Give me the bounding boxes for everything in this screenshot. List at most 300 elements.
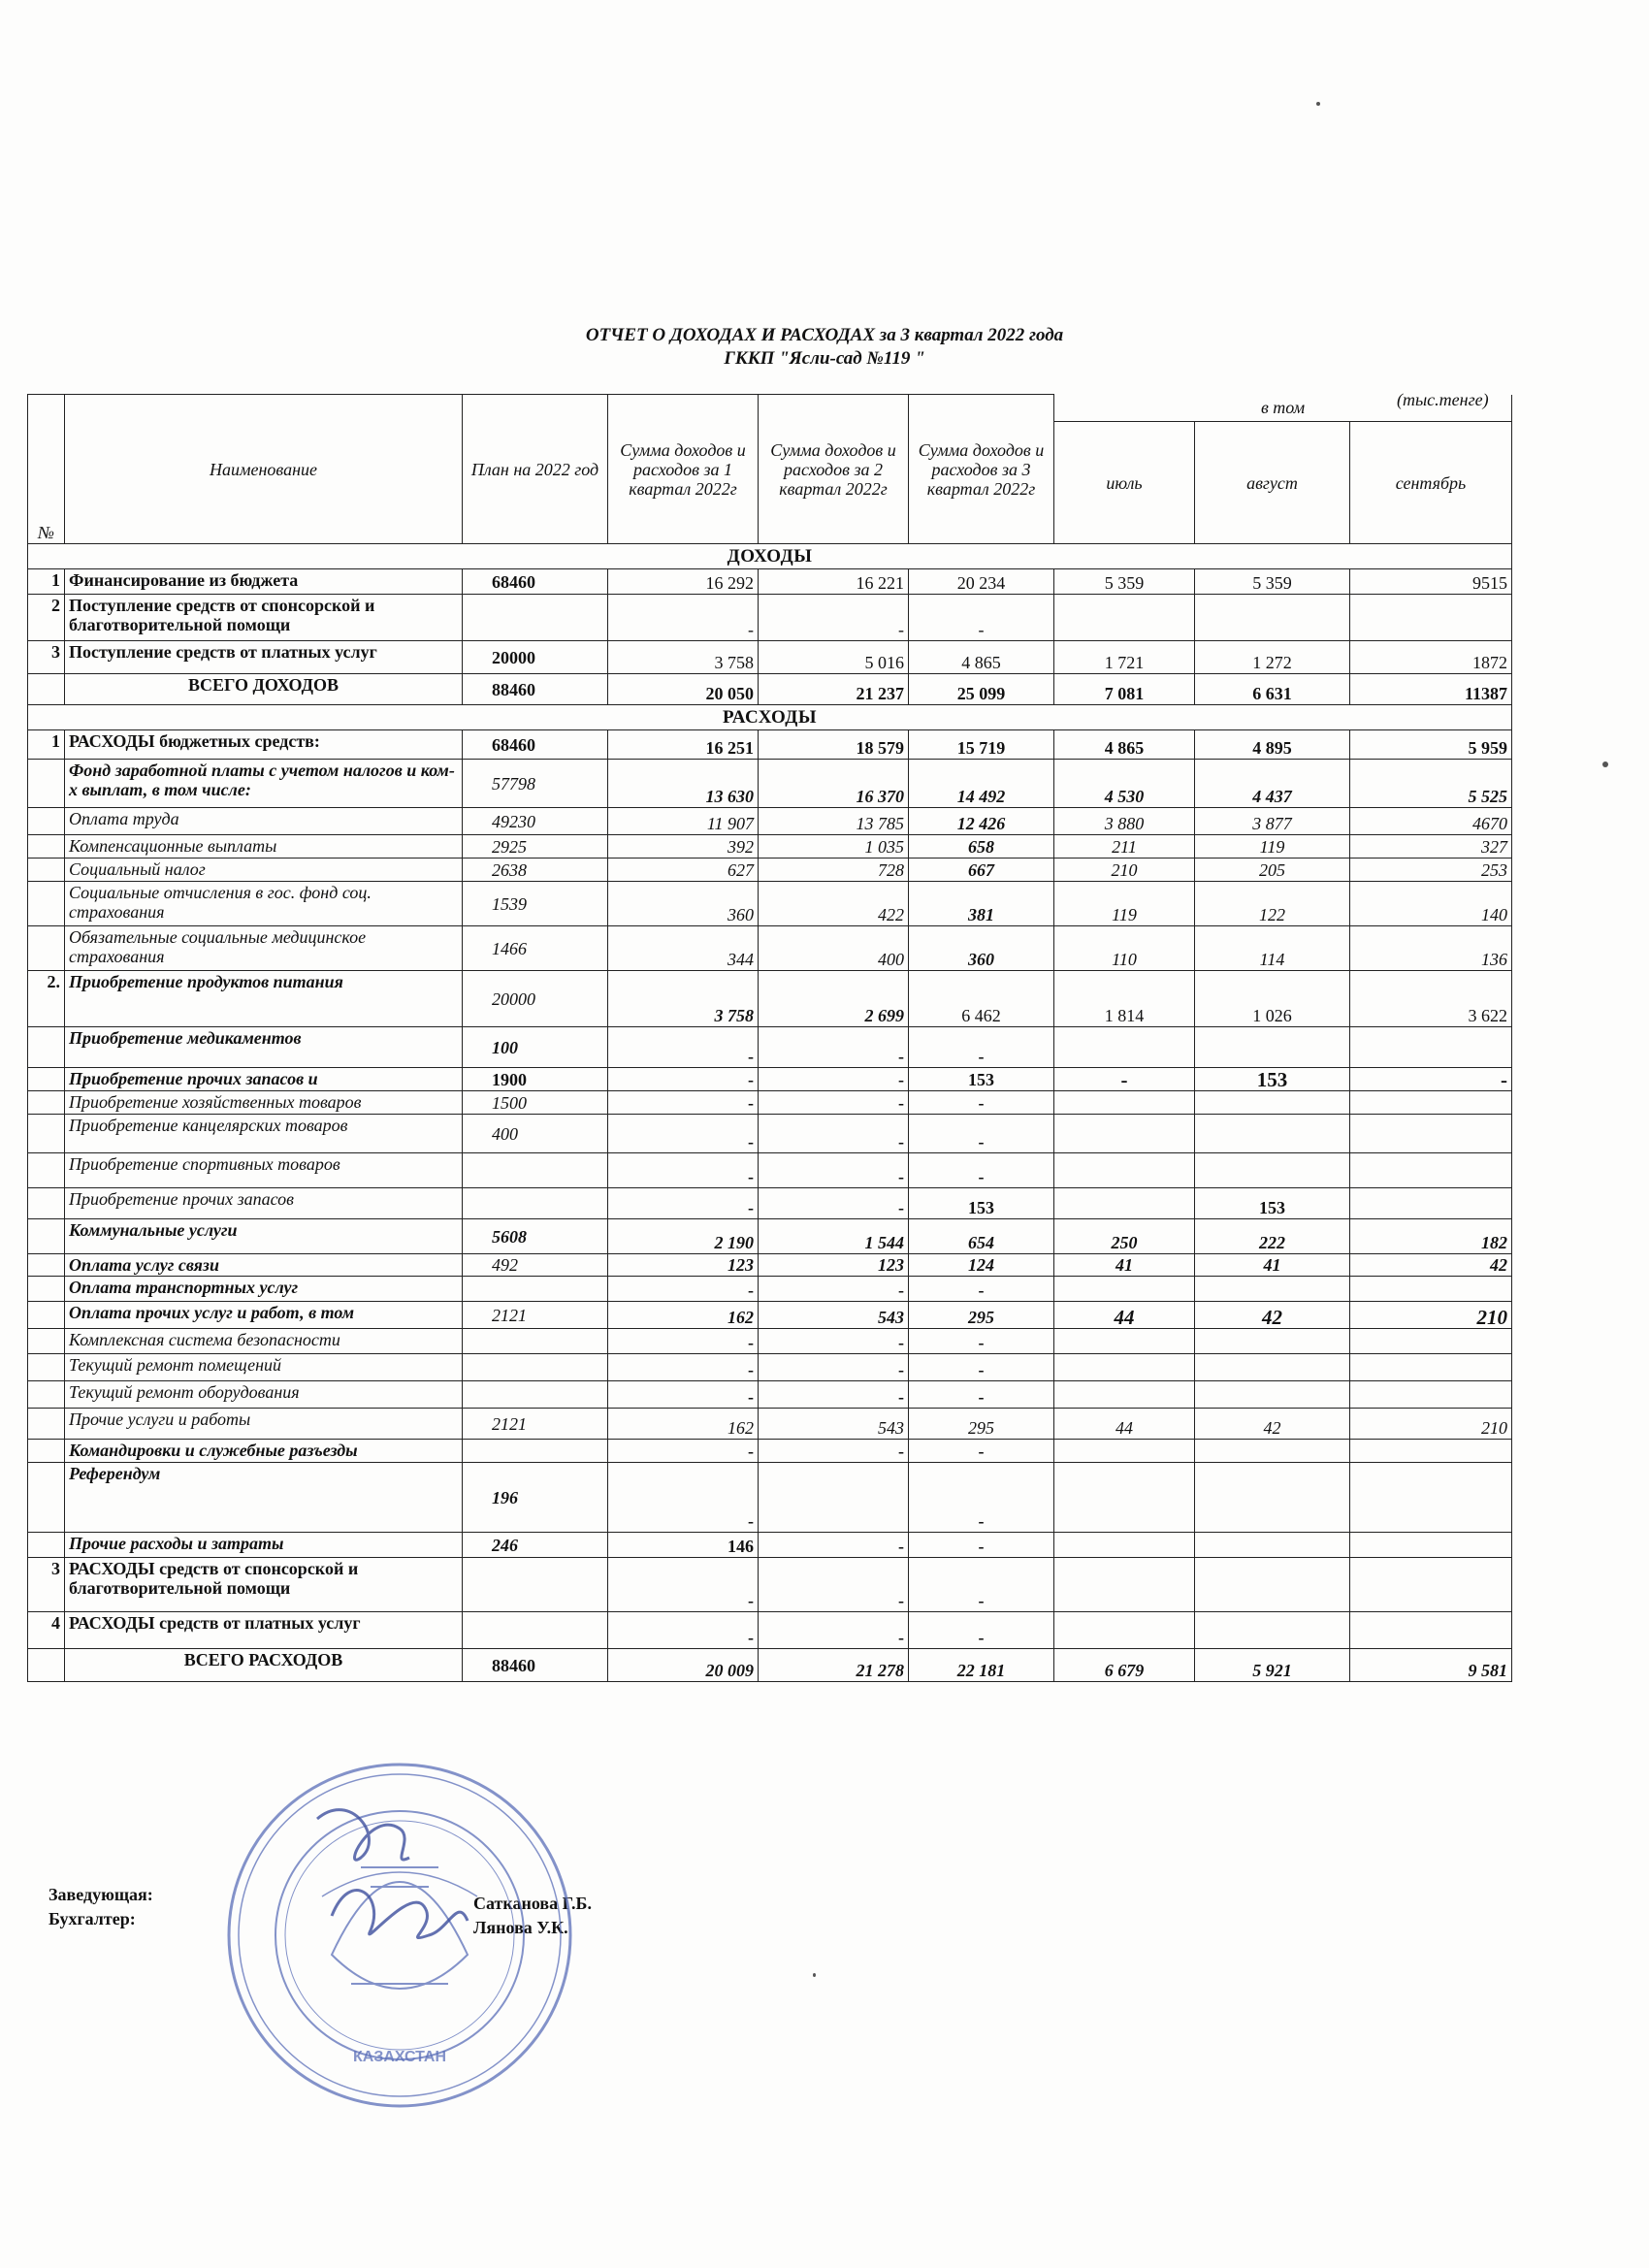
row-number: [28, 1277, 65, 1302]
row-name: Поступление средств от спонсорской и благотворительной помощи: [65, 595, 463, 641]
cell-sep: [1350, 1277, 1512, 1302]
expense-row: [28, 1440, 1512, 1463]
cell-q2: -: [759, 1091, 909, 1115]
cell-q2: -: [759, 1440, 909, 1463]
row-name: Приобретение медикаментов: [65, 1027, 463, 1068]
cell-q3: 6 462: [909, 971, 1054, 1027]
cell-q3: 667: [909, 859, 1054, 882]
cell-jul: [1054, 1277, 1195, 1302]
cell-aug: 153: [1195, 1068, 1350, 1091]
row-number: [28, 674, 65, 705]
row-number: [28, 1440, 65, 1463]
cell-sep: -: [1350, 1068, 1512, 1091]
cell-q2: -: [759, 1354, 909, 1381]
cell-jul: [1054, 1329, 1195, 1354]
cell-q1: 16 251: [608, 730, 759, 760]
income-row: [28, 674, 1512, 705]
cell-sep: 42: [1350, 1254, 1512, 1277]
row-name: Оплата транспортных услуг: [65, 1277, 463, 1302]
cell-q1: 16 292: [608, 569, 759, 595]
cell-q1: 360: [608, 882, 759, 926]
expense-row: [28, 1612, 1512, 1649]
cell-aug: 119: [1195, 835, 1350, 859]
cell-sep: [1350, 1115, 1512, 1153]
row-name: РАСХОДЫ средств от спонсорской и благотворительной помощи: [65, 1558, 463, 1612]
section-expenses: РАСХОДЫ: [28, 705, 1512, 730]
cell-q3: -: [909, 1463, 1054, 1533]
cell-plan: 2638: [463, 859, 608, 882]
cell-plan: 246: [463, 1533, 608, 1558]
report-title: ОТЧЕТ О ДОХОДАХ И РАСХОДАХ за 3 квартал 2022 года: [585, 325, 1064, 345]
cell-aug: [1195, 1533, 1350, 1558]
cell-aug: 3 877: [1195, 808, 1350, 835]
row-name: Обязательные социальные медицинское страхования: [65, 926, 463, 971]
cell-aug: [1195, 1463, 1350, 1533]
expense-row: [28, 1027, 1512, 1068]
cell-sep: [1350, 1188, 1512, 1219]
cell-plan: 20000: [463, 971, 608, 1027]
cell-q3: -: [909, 1381, 1054, 1409]
expense-row: [28, 1381, 1512, 1409]
expense-row: [28, 926, 1512, 971]
cell-q3: 381: [909, 882, 1054, 926]
cell-jul: 44: [1054, 1302, 1195, 1329]
cell-plan: 68460: [463, 569, 608, 595]
row-number: [28, 1354, 65, 1381]
row-number: [28, 1409, 65, 1440]
expense-body: [28, 705, 1512, 1682]
cell-jul: [1054, 1027, 1195, 1068]
cell-aug: [1195, 1354, 1350, 1381]
cell-sep: 210: [1350, 1409, 1512, 1440]
expense-row: [28, 1463, 1512, 1533]
cell-aug: 6 631: [1195, 674, 1350, 705]
cell-sep: 4670: [1350, 808, 1512, 835]
head-label: Заведующая:: [48, 1885, 153, 1904]
official-stamp: [215, 1751, 584, 2120]
cell-sep: 9515: [1350, 569, 1512, 595]
cell-jul: 110: [1054, 926, 1195, 971]
cell-q3: -: [909, 1533, 1054, 1558]
expense-row: [28, 1409, 1512, 1440]
row-number: [28, 1381, 65, 1409]
row-number: [28, 1329, 65, 1354]
row-name: Оплата услуг связи: [65, 1254, 463, 1277]
cell-q2: 1 035: [759, 835, 909, 859]
row-number: [28, 1068, 65, 1091]
cell-jul: [1054, 1533, 1195, 1558]
row-name: Социальный налог: [65, 859, 463, 882]
cell-q1: -: [608, 1381, 759, 1409]
cell-q1: -: [608, 1068, 759, 1091]
cell-sep: [1350, 1381, 1512, 1409]
cell-plan: [463, 1153, 608, 1188]
cell-q2: 16 221: [759, 569, 909, 595]
cell-q3: 295: [909, 1409, 1054, 1440]
cell-sep: 5 959: [1350, 730, 1512, 760]
cell-jul: [1054, 1381, 1195, 1409]
cell-aug: 4 437: [1195, 760, 1350, 808]
cell-q3: -: [909, 1440, 1054, 1463]
cell-plan: [463, 1329, 608, 1354]
cell-jul: [1054, 595, 1195, 641]
cell-q3: -: [909, 1277, 1054, 1302]
row-name: Оплата прочих услуг и работ, в том: [65, 1302, 463, 1329]
row-name: Приобретение прочих запасов: [65, 1188, 463, 1219]
cell-jul: 250: [1054, 1219, 1195, 1254]
expense-row: [28, 1649, 1512, 1682]
cell-q1: -: [608, 595, 759, 641]
row-number: [28, 1091, 65, 1115]
cell-q2: 728: [759, 859, 909, 882]
row-name: Приобретение прочих запасов и: [65, 1068, 463, 1091]
col-plan: План на 2022 год: [463, 395, 608, 544]
cell-q3: -: [909, 1612, 1054, 1649]
cell-plan: 88460: [463, 1649, 608, 1682]
row-number: [28, 1463, 65, 1533]
cell-q3: -: [909, 1354, 1054, 1381]
cell-q3: -: [909, 1153, 1054, 1188]
stamp-country: КАЗАХСТАН: [353, 2049, 446, 2065]
cell-jul: [1054, 1463, 1195, 1533]
row-number: [28, 1533, 65, 1558]
cell-q1: -: [608, 1463, 759, 1533]
cell-sep: 253: [1350, 859, 1512, 882]
cell-plan: [463, 1381, 608, 1409]
expense-row: [28, 1558, 1512, 1612]
cell-aug: [1195, 1381, 1350, 1409]
cell-jul: [1054, 1091, 1195, 1115]
cell-sep: [1350, 1329, 1512, 1354]
cell-aug: [1195, 1277, 1350, 1302]
cell-q2: 422: [759, 882, 909, 926]
cell-q2: 1 544: [759, 1219, 909, 1254]
cell-q3: 14 492: [909, 760, 1054, 808]
expense-row: [28, 1068, 1512, 1091]
cell-q2: 18 579: [759, 730, 909, 760]
cell-plan: [463, 1188, 608, 1219]
cell-jul: 41: [1054, 1254, 1195, 1277]
cell-q1: 3 758: [608, 641, 759, 674]
col-sep: сентябрь: [1350, 422, 1512, 544]
expense-row: [28, 760, 1512, 808]
cell-q3: 15 719: [909, 730, 1054, 760]
section-income: ДОХОДЫ: [28, 544, 1512, 569]
cell-sep: 140: [1350, 882, 1512, 926]
expense-row: [28, 1091, 1512, 1115]
cell-plan: 57798: [463, 760, 608, 808]
expense-row: [28, 1354, 1512, 1381]
row-number: [28, 1115, 65, 1153]
cell-plan: 1539: [463, 882, 608, 926]
cell-q1: -: [608, 1558, 759, 1612]
cell-jul: [1054, 1558, 1195, 1612]
cell-q2: 2 699: [759, 971, 909, 1027]
row-number: [28, 835, 65, 859]
cell-q2: -: [759, 1068, 909, 1091]
cell-sep: [1350, 1533, 1512, 1558]
row-name: Оплата труда: [65, 808, 463, 835]
row-number: 3: [28, 641, 65, 674]
accountant-name: Лянова У.К.: [473, 1918, 568, 1937]
cell-sep: [1350, 1091, 1512, 1115]
cell-q1: 11 907: [608, 808, 759, 835]
cell-sep: 9 581: [1350, 1649, 1512, 1682]
cell-jul: 6 679: [1054, 1649, 1195, 1682]
cell-q1: 2 190: [608, 1219, 759, 1254]
row-name: Комплексная система безопасности: [65, 1329, 463, 1354]
cell-q1: 627: [608, 859, 759, 882]
cell-aug: 122: [1195, 882, 1350, 926]
cell-aug: 1 026: [1195, 971, 1350, 1027]
cell-plan: 2121: [463, 1409, 608, 1440]
cell-q3: 4 865: [909, 641, 1054, 674]
row-name: Приобретение канцелярских товаров: [65, 1115, 463, 1153]
cell-q3: 124: [909, 1254, 1054, 1277]
cell-q2: -: [759, 595, 909, 641]
row-number: 2: [28, 595, 65, 641]
report-table: [27, 394, 1512, 1682]
cell-q1: -: [608, 1188, 759, 1219]
cell-jul: 210: [1054, 859, 1195, 882]
cell-q1: 20 050: [608, 674, 759, 705]
row-number: [28, 1254, 65, 1277]
expense-row: [28, 1219, 1512, 1254]
cell-q1: -: [608, 1027, 759, 1068]
cell-q3: 153: [909, 1188, 1054, 1219]
cell-jul: 5 359: [1054, 569, 1195, 595]
cell-aug: [1195, 1115, 1350, 1153]
expense-row: [28, 1254, 1512, 1277]
cell-aug: 153: [1195, 1188, 1350, 1219]
cell-q1: -: [608, 1354, 759, 1381]
cell-aug: 5 921: [1195, 1649, 1350, 1682]
cell-q2: 543: [759, 1409, 909, 1440]
cell-sep: [1350, 1440, 1512, 1463]
row-number: [28, 859, 65, 882]
cell-q3: -: [909, 1329, 1054, 1354]
income-row: [28, 569, 1512, 595]
col-aug: август: [1195, 422, 1350, 544]
cell-plan: 1466: [463, 926, 608, 971]
cell-aug: [1195, 1153, 1350, 1188]
row-name: ВСЕГО РАСХОДОВ: [65, 1649, 463, 1682]
cell-aug: 4 895: [1195, 730, 1350, 760]
cell-jul: [1054, 1188, 1195, 1219]
cell-jul: 7 081: [1054, 674, 1195, 705]
cell-aug: [1195, 1558, 1350, 1612]
row-number: [28, 1302, 65, 1329]
row-number: [28, 1153, 65, 1188]
expense-row: [28, 1533, 1512, 1558]
cell-jul: 211: [1054, 835, 1195, 859]
cell-aug: 42: [1195, 1302, 1350, 1329]
scan-speck: [1602, 761, 1608, 767]
row-name: РАСХОДЫ средств от платных услуг: [65, 1612, 463, 1649]
cell-q2: -: [759, 1533, 909, 1558]
cell-q2: [759, 1463, 909, 1533]
cell-sep: 210: [1350, 1302, 1512, 1329]
cell-aug: [1195, 1091, 1350, 1115]
cell-jul: -: [1054, 1068, 1195, 1091]
cell-sep: 11387: [1350, 674, 1512, 705]
cell-sep: 5 525: [1350, 760, 1512, 808]
cell-sep: 136: [1350, 926, 1512, 971]
cell-sep: [1350, 595, 1512, 641]
cell-sep: 3 622: [1350, 971, 1512, 1027]
income-body: [28, 544, 1512, 705]
cell-q3: 12 426: [909, 808, 1054, 835]
row-name: Референдум: [65, 1463, 463, 1533]
cell-aug: [1195, 1027, 1350, 1068]
cell-plan: 68460: [463, 730, 608, 760]
cell-q1: 392: [608, 835, 759, 859]
cell-q2: -: [759, 1612, 909, 1649]
cell-plan: 20000: [463, 641, 608, 674]
cell-plan: 2925: [463, 835, 608, 859]
cell-sep: 327: [1350, 835, 1512, 859]
row-name: Приобретение хозяйственных товаров: [65, 1091, 463, 1115]
cell-plan: [463, 1354, 608, 1381]
cell-aug: 114: [1195, 926, 1350, 971]
cell-sep: [1350, 1354, 1512, 1381]
cell-aug: [1195, 1440, 1350, 1463]
cell-aug: 42: [1195, 1409, 1350, 1440]
cell-q3: 20 234: [909, 569, 1054, 595]
row-number: [28, 1219, 65, 1254]
cell-q1: 20 009: [608, 1649, 759, 1682]
cell-q3: -: [909, 1558, 1054, 1612]
cell-plan: [463, 595, 608, 641]
row-number: [28, 926, 65, 971]
cell-q2: -: [759, 1277, 909, 1302]
cell-q2: 543: [759, 1302, 909, 1329]
cell-plan: 196: [463, 1463, 608, 1533]
row-name: РАСХОДЫ бюджетных средств:: [65, 730, 463, 760]
accountant-label: Бухгалтер:: [48, 1909, 136, 1928]
cell-q1: -: [608, 1440, 759, 1463]
row-name: Социальные отчисления в гос. фонд соц. страхования: [65, 882, 463, 926]
cell-q3: 295: [909, 1302, 1054, 1329]
col-q1: Сумма доходов и расходов за 1 квартал 2022г: [608, 395, 759, 544]
row-name: ВСЕГО ДОХОДОВ: [65, 674, 463, 705]
cell-q2: -: [759, 1558, 909, 1612]
col-jul: июль: [1054, 422, 1195, 544]
expense-row: [28, 1277, 1512, 1302]
expense-row: [28, 730, 1512, 760]
cell-q3: -: [909, 1027, 1054, 1068]
cell-sep: [1350, 1153, 1512, 1188]
cell-jul: [1054, 1153, 1195, 1188]
expense-row: [28, 835, 1512, 859]
cell-q2: -: [759, 1329, 909, 1354]
cell-q1: -: [608, 1277, 759, 1302]
cell-aug: 1 272: [1195, 641, 1350, 674]
expense-row: [28, 971, 1512, 1027]
cell-q1: 162: [608, 1302, 759, 1329]
col-group: в том: [1054, 395, 1512, 422]
cell-aug: [1195, 595, 1350, 641]
cell-plan: 400: [463, 1115, 608, 1153]
cell-plan: [463, 1612, 608, 1649]
cell-q2: -: [759, 1188, 909, 1219]
cell-q1: -: [608, 1612, 759, 1649]
cell-jul: 4 530: [1054, 760, 1195, 808]
cell-q3: -: [909, 1091, 1054, 1115]
row-name: Текущий ремонт помещений: [65, 1354, 463, 1381]
cell-jul: [1054, 1440, 1195, 1463]
cell-aug: 5 359: [1195, 569, 1350, 595]
cell-q2: -: [759, 1153, 909, 1188]
row-number: 4: [28, 1612, 65, 1649]
cell-q1: -: [608, 1329, 759, 1354]
expense-row: [28, 1115, 1512, 1153]
cell-jul: [1054, 1115, 1195, 1153]
cell-jul: 1 721: [1054, 641, 1195, 674]
cell-q3: 25 099: [909, 674, 1054, 705]
cell-aug: [1195, 1612, 1350, 1649]
income-row: [28, 595, 1512, 641]
cell-q2: 16 370: [759, 760, 909, 808]
cell-q1: -: [608, 1115, 759, 1153]
cell-q3: 654: [909, 1219, 1054, 1254]
row-number: [28, 1027, 65, 1068]
scan-speck: [813, 1973, 816, 1977]
cell-plan: [463, 1558, 608, 1612]
cell-q1: 162: [608, 1409, 759, 1440]
row-number: 2.: [28, 971, 65, 1027]
row-number: [28, 882, 65, 926]
cell-sep: 182: [1350, 1219, 1512, 1254]
cell-q2: -: [759, 1115, 909, 1153]
col-q2: Сумма доходов и расходов за 2 квартал 2022г: [759, 395, 909, 544]
expense-row: [28, 1329, 1512, 1354]
cell-sep: [1350, 1612, 1512, 1649]
row-number: [28, 1649, 65, 1682]
cell-q2: 21 278: [759, 1649, 909, 1682]
cell-q1: 123: [608, 1254, 759, 1277]
expense-row: [28, 882, 1512, 926]
cell-q2: 123: [759, 1254, 909, 1277]
cell-plan: 492: [463, 1254, 608, 1277]
cell-plan: 100: [463, 1027, 608, 1068]
cell-q3: -: [909, 1115, 1054, 1153]
col-q3: Сумма доходов и расходов за 3 квартал 2022г: [909, 395, 1054, 544]
row-name: Компенсационные выплаты: [65, 835, 463, 859]
cell-jul: 119: [1054, 882, 1195, 926]
row-name: Прочие услуги и работы: [65, 1409, 463, 1440]
row-name: Прочие расходы и затраты: [65, 1533, 463, 1558]
row-name: Фонд заработной платы с учетом налогов и ком-х выплат, в том числе:: [65, 760, 463, 808]
cell-plan: 1900: [463, 1068, 608, 1091]
scan-speck: [1316, 102, 1320, 106]
cell-q3: 22 181: [909, 1649, 1054, 1682]
cell-plan: [463, 1277, 608, 1302]
cell-q2: 21 237: [759, 674, 909, 705]
cell-plan: 88460: [463, 674, 608, 705]
cell-jul: [1054, 1612, 1195, 1649]
row-number: [28, 808, 65, 835]
row-name: Коммунальные услуги: [65, 1219, 463, 1254]
cell-q2: 5 016: [759, 641, 909, 674]
cell-aug: 222: [1195, 1219, 1350, 1254]
cell-q2: -: [759, 1381, 909, 1409]
row-name: Командировки и служебные разъезды: [65, 1440, 463, 1463]
cell-q1: 3 758: [608, 971, 759, 1027]
cell-q1: -: [608, 1153, 759, 1188]
report-subtitle: ГККП "Ясли-сад №119 ": [724, 348, 925, 369]
cell-jul: 44: [1054, 1409, 1195, 1440]
